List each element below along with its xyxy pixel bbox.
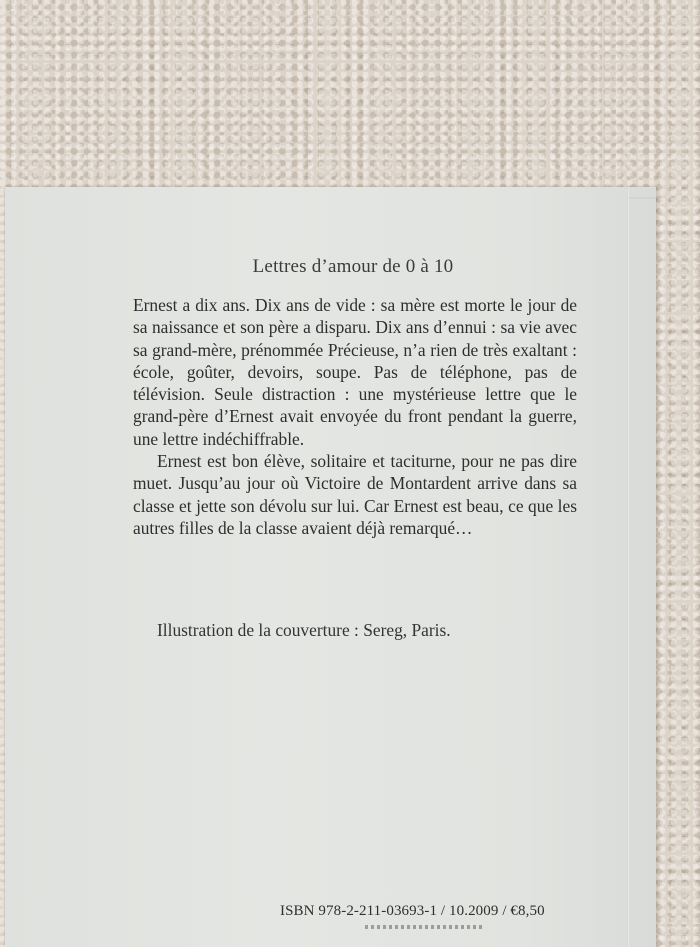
- blurb-paragraph-2: Ernest est bon élève, solitaire et taciturne, pour ne pas dire muet. Jusqu’au jour où Victoire de Montardent arrive dans sa classe et jette son dévolu sur lui. Car Ernest est beau, ce que les autres filles de la classe avaient déjà remarqué…: [133, 451, 577, 538]
- book-title: Lettres d’amour de 0 à 10: [252, 256, 454, 277]
- isbn-price-line: ISBN 978-2-211-03693-1 / 10.2009 / €8,50: [280, 903, 545, 919]
- spine-crease: [627, 187, 629, 947]
- book-back-cover: [5, 187, 656, 947]
- blurb-paragraph-1: Ernest a dix ans. Dix ans de vide : sa mère est morte le jour de sa naissance et son père a disparu. Dix ans d’ennui : sa vie avec sa grand-mère, prénommée Précieuse, n’a rien de très exaltant : école, goûter, devoirs, soupe. Pas de téléphone, pas de télévision. Seule distraction : une mystérieuse lettre que le grand-père d’Ernest avait envoyée du front pendant la guerre, une lettre indéchiffrable.: [133, 295, 577, 449]
- illustration-credit: Illustration de la couverture : Sereg, Paris.: [157, 620, 451, 640]
- barcode-edge: [365, 925, 485, 929]
- spine-edge: [629, 197, 656, 199]
- blurb: [133, 294, 577, 539]
